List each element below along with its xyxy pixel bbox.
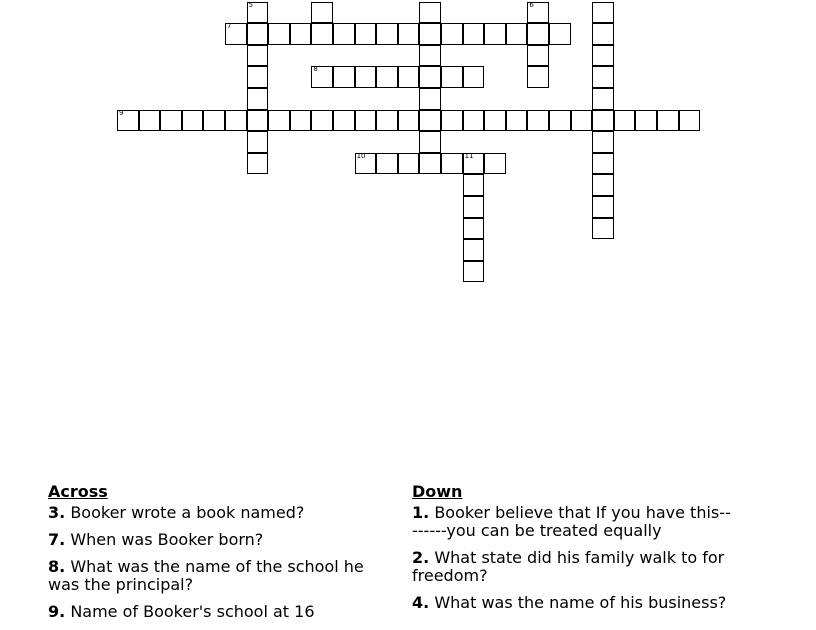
grid-cell[interactable]	[419, 131, 441, 153]
grid-cell[interactable]	[592, 2, 614, 24]
grid-cell[interactable]	[527, 66, 549, 88]
grid-cell[interactable]	[311, 2, 333, 24]
grid-cell[interactable]	[463, 110, 485, 132]
grid-cell[interactable]	[463, 66, 485, 88]
grid-cell[interactable]	[592, 153, 614, 175]
grid-cell[interactable]	[463, 261, 485, 283]
grid-cell[interactable]	[679, 110, 701, 132]
grid-cell[interactable]	[463, 23, 485, 45]
clue-text: Booker believe that If you have this--------you can be treated equally	[412, 503, 731, 540]
clue-down-4	[412, 594, 732, 612]
grid-cell[interactable]	[398, 110, 420, 132]
grid-cell[interactable]	[592, 23, 614, 45]
grid-cell[interactable]	[614, 110, 636, 132]
grid-cell[interactable]	[290, 23, 312, 45]
grid-cell[interactable]	[635, 110, 657, 132]
grid-cell[interactable]	[247, 45, 269, 67]
grid-cell[interactable]	[376, 23, 398, 45]
grid-cell[interactable]	[398, 23, 420, 45]
grid-cell[interactable]	[182, 110, 204, 132]
clue-across-7	[48, 531, 368, 549]
grid-cell[interactable]	[592, 66, 614, 88]
clue-text: Booker wrote a book named?	[70, 503, 305, 522]
clue-text: What state did his family walk to for freedom?	[412, 548, 725, 585]
grid-cell[interactable]	[247, 153, 269, 175]
grid-cell[interactable]	[247, 66, 269, 88]
clue-number: 3.	[48, 503, 66, 522]
grid-cell[interactable]	[419, 66, 441, 88]
down-clues	[412, 482, 732, 621]
clue-text: What was the name of his business?	[434, 593, 727, 612]
grid-cell[interactable]	[225, 110, 247, 132]
grid-cell[interactable]	[527, 110, 549, 132]
grid-cell[interactable]	[203, 110, 225, 132]
grid-cell[interactable]	[160, 110, 182, 132]
clue-number-label: 10	[356, 151, 366, 160]
clue-number: 2.	[412, 548, 430, 567]
grid-cell[interactable]	[463, 153, 485, 175]
grid-cell[interactable]	[484, 23, 506, 45]
grid-cell[interactable]	[419, 153, 441, 175]
grid-cell[interactable]	[506, 23, 528, 45]
grid-cell[interactable]	[419, 110, 441, 132]
grid-cell[interactable]	[225, 23, 247, 45]
down-heading: Down	[412, 482, 463, 501]
grid-cell[interactable]	[117, 110, 139, 132]
grid-cell[interactable]	[268, 110, 290, 132]
grid-cell[interactable]	[657, 110, 679, 132]
clue-number-label: 11	[464, 151, 474, 160]
grid-cell[interactable]	[333, 110, 355, 132]
clue-number-label: 5	[248, 0, 254, 9]
clue-across-9	[48, 603, 368, 621]
clue-number: 8.	[48, 557, 66, 576]
grid-cell[interactable]	[355, 66, 377, 88]
grid-cell[interactable]	[592, 174, 614, 196]
grid-cell[interactable]	[571, 110, 593, 132]
clue-number-label: 7	[227, 22, 232, 31]
grid-cell[interactable]	[333, 23, 355, 45]
clue-text: When was Booker born?	[70, 530, 264, 549]
grid-cell[interactable]	[484, 153, 506, 175]
grid-cell[interactable]	[247, 23, 269, 45]
grid-cell[interactable]	[355, 153, 377, 175]
grid-cell[interactable]	[484, 110, 506, 132]
grid-cell[interactable]	[592, 45, 614, 67]
grid-cell[interactable]	[311, 23, 333, 45]
clue-number: 1.	[412, 503, 430, 522]
grid-cell[interactable]	[441, 23, 463, 45]
grid-cell[interactable]	[419, 45, 441, 67]
grid-cell[interactable]	[398, 153, 420, 175]
grid-cell[interactable]	[376, 110, 398, 132]
clue-text: Name of Booker's school at 16	[70, 602, 315, 621]
grid-cell[interactable]	[441, 110, 463, 132]
clue-down-2	[412, 549, 732, 585]
grid-cell[interactable]	[419, 2, 441, 24]
clue-number-label: 9	[119, 108, 124, 117]
grid-cell[interactable]	[376, 153, 398, 175]
grid-cell[interactable]	[290, 110, 312, 132]
grid-cell[interactable]	[527, 2, 549, 24]
grid-cell[interactable]	[463, 174, 485, 196]
grid-cell[interactable]	[463, 218, 485, 240]
grid-cell[interactable]	[333, 66, 355, 88]
across-clues	[48, 482, 368, 630]
grid-cell[interactable]	[592, 131, 614, 153]
grid-cell[interactable]	[355, 23, 377, 45]
grid-cell[interactable]	[527, 45, 549, 67]
grid-cell[interactable]	[506, 110, 528, 132]
grid-cell[interactable]	[419, 23, 441, 45]
grid-cell[interactable]	[398, 66, 420, 88]
clue-number: 4.	[412, 593, 430, 612]
grid-cell[interactable]	[311, 110, 333, 132]
grid-cell[interactable]	[592, 196, 614, 218]
clue-number-label: 6	[529, 0, 534, 9]
grid-cell[interactable]	[268, 23, 290, 45]
across-heading: Across	[48, 482, 108, 501]
clue-across-3	[48, 504, 368, 522]
grid-cell[interactable]	[549, 23, 571, 45]
grid-cell[interactable]	[247, 110, 269, 132]
grid-cell[interactable]	[139, 110, 161, 132]
grid-cell[interactable]	[592, 88, 614, 110]
grid-cell[interactable]	[419, 88, 441, 110]
grid-cell[interactable]	[592, 218, 614, 240]
grid-cell[interactable]	[463, 196, 485, 218]
clue-across-8	[48, 558, 368, 594]
grid-cell[interactable]	[441, 153, 463, 175]
clue-number-label: 8	[313, 65, 318, 74]
grid-cell[interactable]	[311, 66, 333, 88]
clue-down-1	[412, 504, 732, 540]
crossword-grid	[0, 0, 816, 270]
grid-cell[interactable]	[592, 110, 614, 132]
grid-cell[interactable]	[247, 88, 269, 110]
grid-cell[interactable]	[463, 239, 485, 261]
clue-number: 7.	[48, 530, 66, 549]
clue-text: What was the name of the school he was the principal?	[48, 557, 364, 594]
grid-cell[interactable]	[247, 131, 269, 153]
grid-cell[interactable]	[355, 110, 377, 132]
grid-cell[interactable]	[376, 66, 398, 88]
grid-cell[interactable]	[247, 2, 269, 24]
clue-number: 9.	[48, 602, 66, 621]
grid-cell[interactable]	[527, 23, 549, 45]
grid-cell[interactable]	[441, 66, 463, 88]
grid-cell[interactable]	[549, 110, 571, 132]
